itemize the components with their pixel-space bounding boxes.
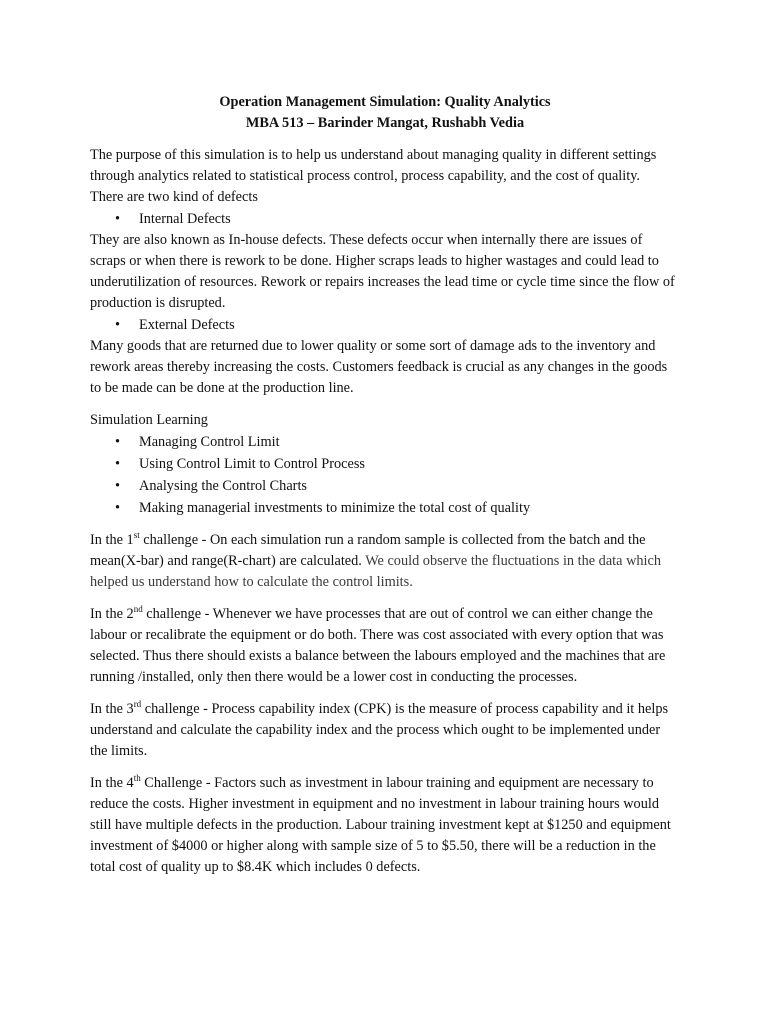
list-item	[115, 208, 680, 230]
challenge-text: challenge - Process capability index (CPK) is the measure of process capability and it helps understand and calculate the capability index and the process which ought to be implemented under the limits.	[90, 701, 669, 759]
challenge-2-paragraph	[90, 604, 680, 688]
purpose-paragraph: The purpose of this simulation is to help us understand about managing quality in different settings through analytics related to statistical process control, process capability, and the cost of quality.	[90, 147, 657, 184]
bullet-icon: •	[115, 478, 121, 494]
challenge-1-paragraph	[90, 530, 680, 593]
learning-item-label: Analysing the Control Charts	[139, 478, 307, 494]
ordinal-suffix: th	[133, 773, 141, 784]
list-item	[115, 453, 680, 475]
external-defects-label: External Defects	[139, 317, 235, 333]
defects-intro: There are two kind of defects	[90, 189, 258, 205]
ordinal-suffix: rd	[133, 699, 142, 710]
learning-item-label: Making managerial investments to minimize the total cost of quality	[139, 500, 531, 516]
learning-list	[90, 431, 680, 519]
bullet-icon: •	[115, 434, 121, 450]
list-item	[115, 431, 680, 453]
internal-defects-paragraph: They are also known as In-house defects. These defects occur when internally there are issues of scraps or when there is rework to be done. Higher scraps leads to higher wastages and could lead to underutilization of resources. Rework or repairs increases the lead time or cycle time since the flow of production is disrupted.	[90, 232, 675, 311]
bullet-icon: •	[115, 211, 121, 227]
list-item	[115, 497, 680, 519]
document-title: Operation Management Simulation: Quality Analytics	[219, 94, 551, 110]
bullet-icon: •	[115, 456, 121, 472]
list-item	[115, 475, 680, 497]
learning-item-label: Managing Control Limit	[139, 434, 280, 450]
challenge-prefix: In the 2	[90, 606, 134, 622]
internal-defects-list	[90, 208, 680, 230]
document-subtitle: MBA 513 – Barinder Mangat, Rushabh Vedia	[245, 115, 525, 131]
challenge-text: challenge - Whenever we have processes that are out of control we can either change the labour or recalibrate the equipment or do both. There was cost associated with every option that was selected. Thus there should exists a balance between the labours employed and the machines that are running /installed, only then there would be a lower cost in conducting the processes.	[90, 606, 666, 685]
challenge-prefix: In the 4	[90, 775, 134, 791]
challenge-prefix: In the 3	[90, 701, 134, 717]
challenge-4-paragraph	[90, 773, 680, 878]
challenge-text: Challenge - Factors such as investment in labour training and equipment are necessary to reduce the costs. Higher investment in equipment and no investment in labour training hours would still have multiple defects in the production. Labour training investment kept at $1250 and equipment investment of $4000 or higher along with sample size of 5 to $5.50, there will be a reduction in the total cost of quality up to $8.4K which includes 0 defects.	[90, 775, 671, 875]
external-defects-list	[90, 314, 680, 336]
learning-heading: Simulation Learning	[90, 412, 208, 428]
challenge-text: challenge - On each simulation run a random sample is collected from the batch and the mean(X-bar) and range(R-chart) are calculated.	[90, 532, 646, 569]
ordinal-suffix: nd	[133, 604, 143, 615]
learning-item-label: Using Control Limit to Control Process	[139, 456, 365, 472]
challenge-prefix: In the 1	[90, 532, 134, 548]
bullet-icon: •	[115, 317, 121, 333]
external-defects-paragraph: Many goods that are returned due to lower quality or some sort of damage ads to the inventory and rework areas thereby increasing the costs. Customers feedback is crucial as any changes in the goods to be made can be done at the production line.	[90, 338, 668, 396]
title-block	[90, 92, 680, 134]
internal-defects-label: Internal Defects	[139, 211, 231, 227]
ordinal-suffix: st	[133, 530, 140, 541]
list-item	[115, 314, 680, 336]
challenge-3-paragraph	[90, 699, 680, 762]
challenge-text-continued: We could observe the fluctuations in the data which helped us understand how to calculate the control limits.	[90, 553, 662, 590]
bullet-icon: •	[115, 500, 121, 516]
